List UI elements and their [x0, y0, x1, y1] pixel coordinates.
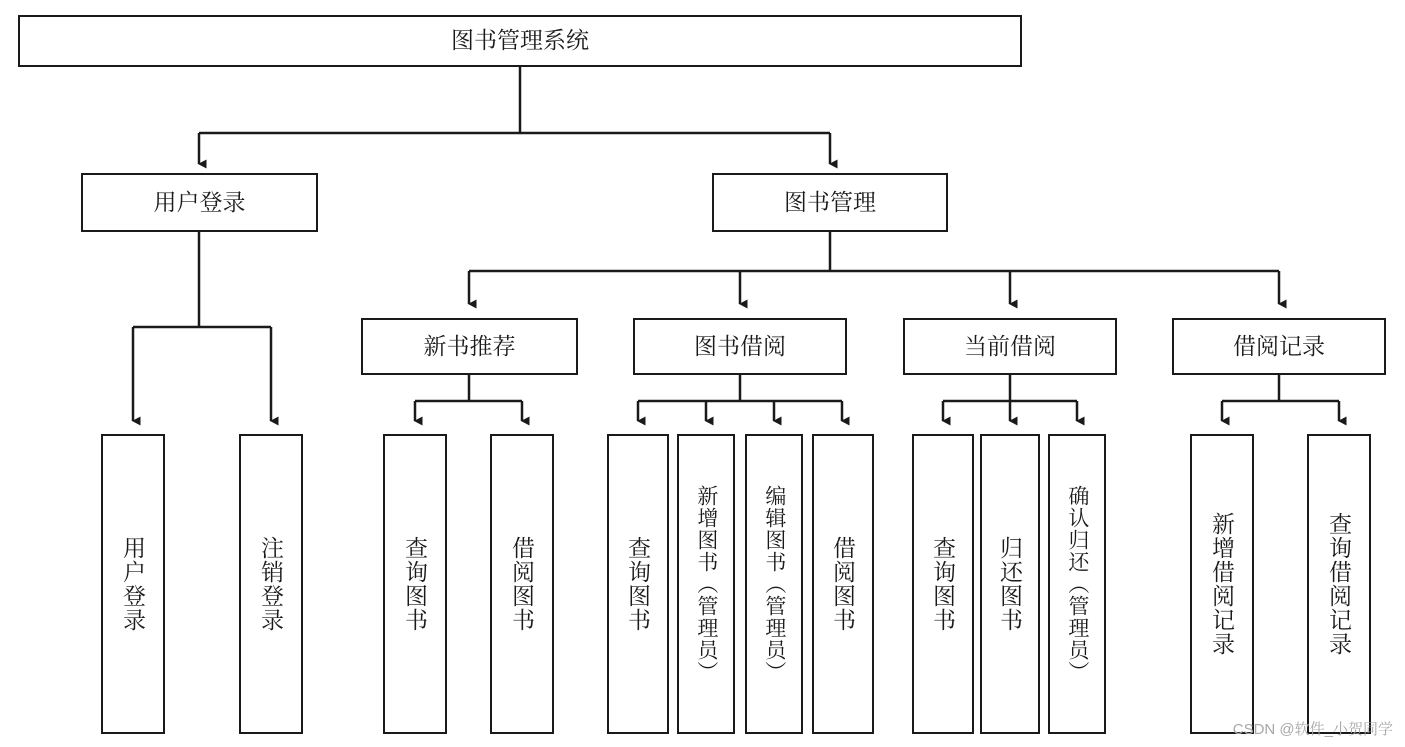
node-leaf-borrow-book[interactable] [812, 434, 874, 734]
node-label: 查询图书 [625, 536, 652, 632]
node-book-borrow[interactable] [633, 318, 847, 375]
node-current-borrow[interactable] [903, 318, 1117, 375]
node-new-book-recommend[interactable] [361, 318, 578, 375]
node-leaf-borrow-edit-book[interactable] [745, 434, 803, 734]
node-label: 借阅记录 [1233, 332, 1325, 359]
node-book-management[interactable] [712, 173, 948, 232]
node-leaf-current-return[interactable] [980, 434, 1040, 734]
node-label: 用户登录 [153, 188, 246, 215]
node-label: 归还图书 [997, 536, 1024, 632]
node-label: 图书借阅 [694, 332, 786, 359]
node-label: 借阅图书 [830, 536, 857, 632]
node-label: 新增图书（管理员） [694, 485, 718, 683]
node-label: 查询借阅记录 [1326, 512, 1353, 656]
node-label: 图书管理 [784, 188, 876, 215]
node-leaf-record-add[interactable] [1190, 434, 1254, 734]
node-label: 新书推荐 [423, 332, 516, 359]
node-leaf-current-confirm-return[interactable] [1048, 434, 1106, 734]
node-label: 查询图书 [402, 536, 429, 632]
node-root[interactable] [18, 15, 1022, 67]
node-leaf-newbook-borrow[interactable] [490, 434, 554, 734]
node-label: 用户登录 [120, 536, 147, 632]
node-label: 编辑图书（管理员） [762, 485, 786, 683]
node-label: 新增借阅记录 [1209, 512, 1236, 656]
node-user-login[interactable] [81, 173, 318, 232]
node-leaf-current-query[interactable] [912, 434, 974, 734]
node-leaf-borrow-add-book[interactable] [677, 434, 735, 734]
node-borrow-records[interactable] [1172, 318, 1386, 375]
node-leaf-record-query[interactable] [1307, 434, 1371, 734]
node-leaf-logout[interactable] [239, 434, 303, 734]
watermark: CSDN @软件_小贺同学 [1232, 721, 1393, 738]
node-label: 借阅图书 [509, 536, 536, 632]
node-leaf-user-login[interactable] [101, 434, 165, 734]
node-label: 查询图书 [930, 536, 957, 632]
node-label: 图书管理系统 [451, 27, 589, 54]
node-label: 确认归还（管理员） [1065, 485, 1089, 683]
node-leaf-borrow-query[interactable] [607, 434, 669, 734]
node-label: 当前借阅 [964, 332, 1056, 359]
node-label: 注销登录 [258, 536, 285, 632]
node-leaf-newbook-query[interactable] [383, 434, 447, 734]
